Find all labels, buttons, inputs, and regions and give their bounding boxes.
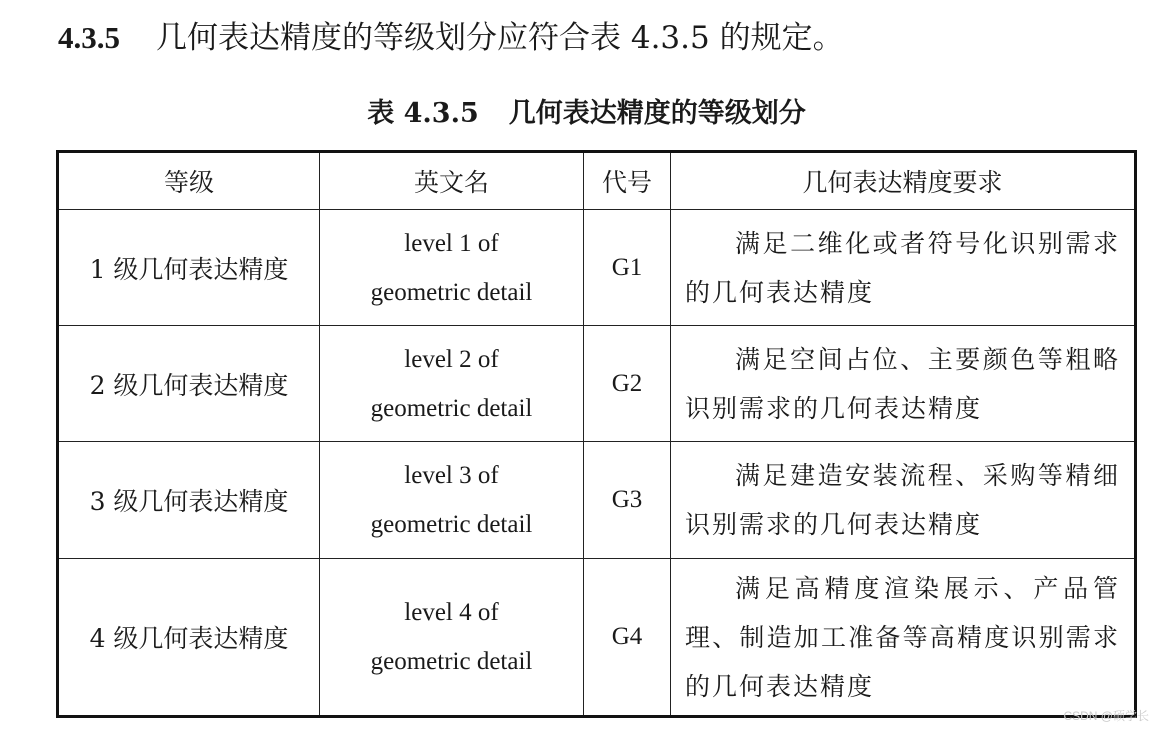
requirement-text: 满足高精度渲染展示、产品管理、制造加工准备等高精度识别需求的几何表达精度 — [685, 573, 1120, 701]
cell-requirement — [671, 210, 1136, 326]
cell-level: 4 级几何表达精度 — [58, 559, 320, 717]
cell-level: 1 级几何表达精度 — [58, 210, 320, 326]
requirement-text: 满足空间占位、主要颜色等粗略识别需求的几何表达精度 — [685, 344, 1120, 423]
precision-level-table — [56, 150, 1137, 718]
table-row — [58, 326, 1136, 442]
cell-code: G2 — [584, 326, 671, 442]
table-row — [58, 442, 1136, 559]
requirement-text: 满足建造安装流程、采购等精细识别需求的几何表达精度 — [685, 461, 1120, 539]
table-header-row — [58, 152, 1136, 210]
cell-level: 2 级几何表达精度 — [58, 326, 320, 442]
cell-code: G1 — [584, 210, 671, 326]
cell-level: 3 级几何表达精度 — [58, 442, 320, 559]
cell-requirement — [671, 326, 1136, 442]
header-level: 等级 — [58, 152, 320, 210]
cell-english-name — [320, 210, 584, 326]
english-name-line1: level 1 of — [404, 229, 499, 257]
header-requirement: 几何表达精度要求 — [671, 152, 1136, 210]
cell-requirement — [671, 442, 1136, 559]
cell-code: G4 — [584, 559, 671, 717]
cell-english-name — [320, 326, 584, 442]
english-name-line1: level 3 of — [404, 462, 499, 489]
table-caption-title: 几何表达精度的等级划分 — [508, 98, 806, 129]
english-name-line2: geometric detail — [370, 394, 533, 422]
english-name-line1: level 4 of — [404, 599, 499, 626]
table-row — [58, 210, 1136, 326]
cell-requirement — [671, 559, 1136, 717]
clause-paragraph — [58, 14, 844, 62]
header-english-name: 英文名 — [320, 152, 584, 210]
english-name-line2: geometric detail — [370, 511, 533, 538]
watermark: CSDN @硕学长 — [1063, 709, 1149, 723]
english-name-line2: geometric detail — [370, 648, 533, 675]
requirement-text: 满足二维化或者符号化识别需求的几何表达精度 — [685, 228, 1120, 307]
table-caption-label: 表 4.3.5 — [367, 98, 479, 129]
cell-code: G3 — [584, 442, 671, 559]
english-name-line1: level 2 of — [404, 345, 499, 373]
english-name-line2: geometric detail — [370, 278, 533, 306]
table-caption — [0, 92, 1163, 136]
table-row — [58, 559, 1136, 717]
cell-english-name — [320, 559, 584, 717]
header-code: 代号 — [584, 152, 671, 210]
clause-number: 4.3.5 — [58, 20, 120, 55]
cell-english-name — [320, 442, 584, 559]
clause-text: 几何表达精度的等级划分应符合表 4.3.5 的规定。 — [156, 20, 844, 56]
